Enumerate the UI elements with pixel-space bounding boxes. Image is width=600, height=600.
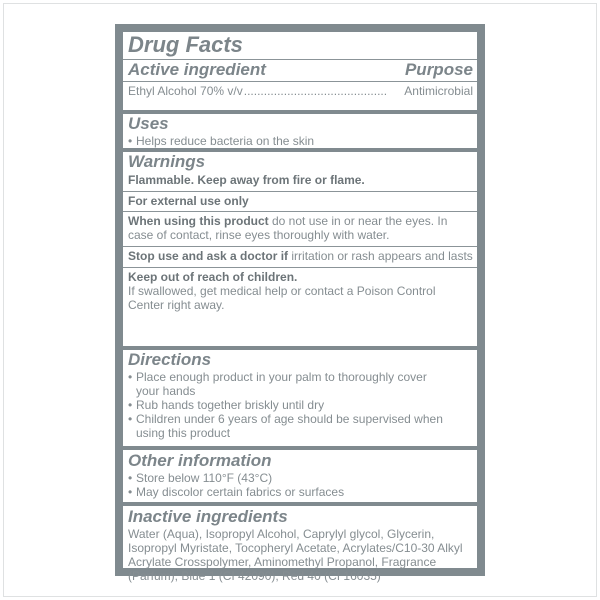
drug-facts-panel [115,24,485,583]
bullet-glyph: • [128,134,133,148]
active-ingredient-box [123,32,477,110]
directions-heading: Directions [128,350,212,369]
stop-use-label: Stop use and ask a doctor if [128,249,289,263]
list-item: • Rub hands together briskly until dry [128,398,325,412]
active-ingredient-row [128,84,473,98]
list-item: • Place enough product in your palm to thoroughly cover your hands [128,370,427,398]
divider [123,191,477,192]
divider [123,267,477,268]
inactive-ingredients-box [123,506,477,583]
active-ingredient-header [128,60,473,80]
bullet-glyph: • [128,398,133,412]
bullet-glyph: • [128,471,133,485]
uses-heading: Uses [128,114,169,133]
inactive-ingredients-heading: Inactive ingredients [128,507,288,526]
list-item: • Children under 6 years of age should be supervised when using this product [128,412,443,440]
other-info-box [123,450,477,502]
when-using-warning [128,214,473,242]
stop-use-warning [128,249,473,263]
flammable-warning: Flammable. Keep away from fire or flame. [128,173,365,187]
directions-box [123,350,477,446]
bullet-glyph: • [128,370,133,384]
ingredient-purpose: Antimicrobial [404,84,473,98]
list-item: • Store below 110°F (43°C) [128,471,273,485]
purpose-heading: Purpose [404,60,473,79]
swallowed-warning: If swallowed, get medical help or contact a Poison Control Center right away. [128,284,436,312]
external-use-warning: For external use only [128,194,249,208]
when-using-label: When using this product [128,214,269,228]
divider [123,81,477,82]
divider [123,211,477,212]
active-ingredient-heading: Active ingredient [128,60,266,79]
other-info-heading: Other information [128,451,272,470]
bullet-glyph: • [128,412,133,426]
inactive-ingredients-text: Water (Aqua), Isopropyl Alcohol, Caprylyl glycol, Glycerin, Isopropyl Myristate, Tocopheryl Acetate, Acrylates/C10-30 Alkyl Acrylate Crosspolymer, Aminomethyl Propanol, Fragrance (Parfum), Blue 1 (CI 42090), Red 40 (CI 16035) [128,527,463,583]
ingredient-name: Ethyl Alcohol 70% v/v [128,84,243,98]
keep-out-warning: Keep out of reach of children. [128,270,298,284]
list-item: • May discolor certain fabrics or surfaces [128,485,345,499]
warnings-heading: Warnings [128,152,206,171]
list-item: • Helps reduce bacteria on the skin [128,134,315,148]
uses-box [123,114,477,148]
page-title: Drug Facts [128,32,243,57]
uses-list [128,134,473,148]
directions-list [128,370,473,440]
when-using-text: do not use in or near the eyes. In case of contact, rinse eyes thoroughly with water. [128,214,448,242]
leader-dots: ........................................... [243,84,388,98]
stop-use-text: irritation or rash appears and lasts [288,249,473,263]
warnings-box [123,152,477,346]
bullet-glyph: • [128,485,133,499]
divider [123,246,477,247]
other-info-list [128,471,473,499]
